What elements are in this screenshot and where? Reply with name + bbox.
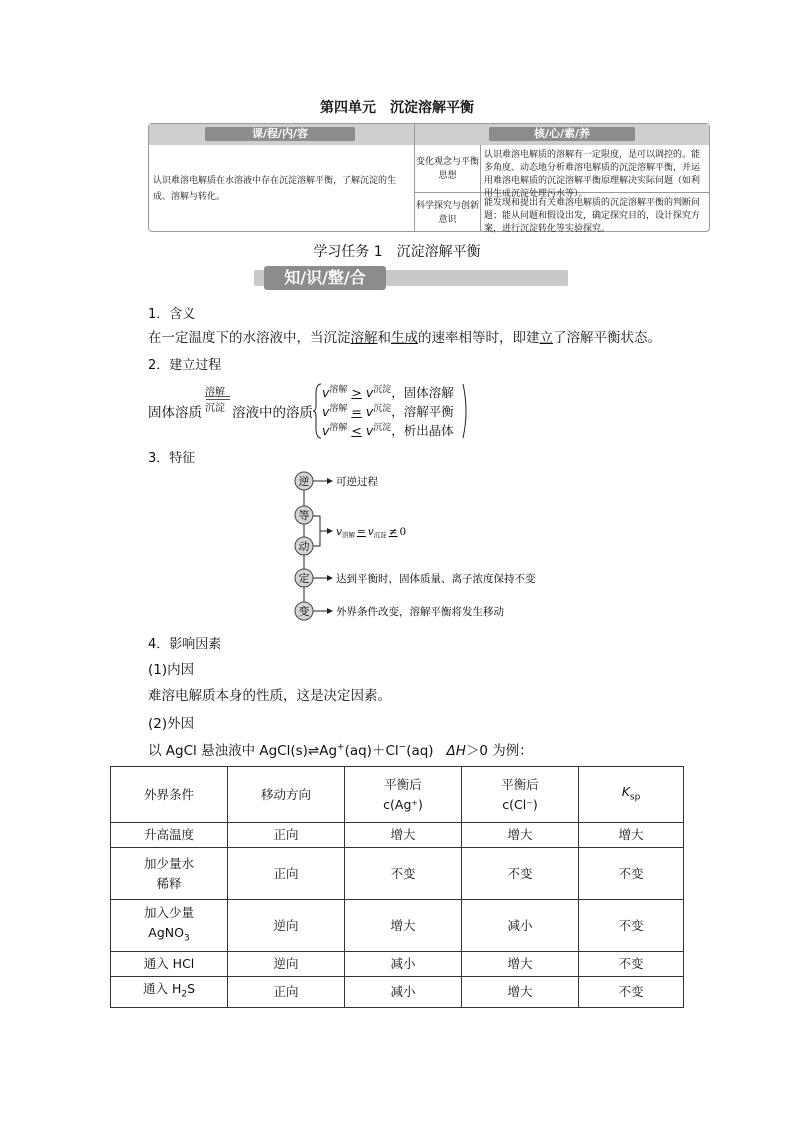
v-symbol: v bbox=[365, 404, 374, 420]
table-row bbox=[111, 952, 684, 977]
node-label: 等 bbox=[298, 509, 310, 522]
table-cell: 不变 bbox=[579, 952, 684, 977]
header-divider bbox=[480, 145, 481, 231]
v-symbol: v bbox=[322, 423, 330, 439]
blank-answer: 立 bbox=[539, 330, 553, 346]
task-name: 沉淀溶解平衡 bbox=[396, 244, 481, 260]
v-symbol: v bbox=[367, 526, 374, 538]
table-cell: 减小 bbox=[345, 952, 462, 977]
diagram-arrow bbox=[313, 608, 333, 614]
blank-answer: = bbox=[356, 526, 366, 538]
text-fragment: ＞0 为例： bbox=[465, 743, 533, 759]
table-header bbox=[345, 767, 462, 823]
header-line: 平衡后 bbox=[384, 776, 422, 792]
v-subscript: 沉淀 bbox=[373, 423, 392, 434]
diagram-arrow bbox=[313, 478, 333, 484]
table-header: 外界条件 bbox=[111, 767, 228, 823]
v-subscript: 溶解 bbox=[329, 423, 348, 434]
charge-superscript: − bbox=[398, 742, 407, 753]
unit-title bbox=[0, 97, 794, 117]
table-header: 移动方向 bbox=[228, 767, 345, 823]
zero-value: 0 bbox=[399, 526, 407, 538]
equilibrium-arrow-icon: ⇌ bbox=[307, 743, 320, 759]
blank-answer: > bbox=[351, 385, 362, 401]
course-header-box bbox=[148, 123, 710, 232]
influence-table bbox=[110, 766, 684, 1008]
table-cell: 增大 bbox=[462, 977, 579, 1008]
task-label: 学习任务 1 bbox=[313, 244, 383, 260]
node-label: 变 bbox=[298, 605, 310, 618]
v-subscript: 沉淀 bbox=[373, 404, 392, 415]
table-cell: 增大 bbox=[345, 900, 462, 952]
enthalpy-symbol: ΔH bbox=[446, 743, 466, 759]
blank-answer: ≠ bbox=[388, 526, 398, 538]
core-literacy-title: 核/心/素/养 bbox=[489, 127, 635, 141]
k-symbol: K bbox=[621, 783, 630, 799]
header-line: 平衡后 bbox=[501, 776, 539, 792]
section-heading: 1．含义 bbox=[148, 307, 196, 322]
outcome-text: ，析出晶体 bbox=[391, 423, 454, 439]
node-label: 定 bbox=[298, 572, 310, 585]
unit-number: 第四单元 bbox=[320, 100, 376, 116]
table-cell: 增大 bbox=[579, 823, 684, 848]
section-heading: 3．特征 bbox=[148, 451, 196, 466]
table-cell: 正向 bbox=[228, 977, 345, 1008]
charge-superscript: + bbox=[337, 742, 345, 753]
section-heading: 2．建立过程 bbox=[148, 358, 222, 373]
solution-solute-label: 溶液中的溶质 bbox=[232, 405, 313, 421]
table-header bbox=[579, 767, 684, 823]
text-fragment: 了溶解平衡状态。 bbox=[553, 330, 661, 346]
header-line: c(Cl⁻) bbox=[502, 796, 538, 812]
diagram-arrow bbox=[313, 575, 333, 581]
formula-subscript: 3 bbox=[183, 933, 190, 944]
table-cell: 减小 bbox=[345, 977, 462, 1008]
header-line: c(Ag⁺) bbox=[383, 796, 423, 812]
table-cell: 减小 bbox=[462, 900, 579, 952]
task-title bbox=[0, 241, 794, 261]
table-cell: 升高温度 bbox=[111, 823, 228, 848]
k-subscript: sp bbox=[629, 792, 641, 803]
v-symbol: v bbox=[365, 385, 374, 401]
table-cell: 通入 HCl bbox=[111, 952, 228, 977]
literacy-label: 科学探究与创新意识 bbox=[415, 201, 479, 225]
table-cell: 不变 bbox=[345, 848, 462, 900]
v-subscript: 溶解 bbox=[329, 385, 348, 395]
rate-comparison-row bbox=[322, 401, 454, 420]
blank-answer: = bbox=[351, 404, 362, 420]
v-symbol: v bbox=[322, 385, 330, 401]
example-intro bbox=[148, 739, 533, 759]
rate-comparison-list bbox=[322, 382, 454, 439]
characteristic-label: 外界条件改变，溶解平衡将发生移动 bbox=[336, 606, 504, 618]
equal-rate-equation bbox=[336, 526, 406, 539]
formula-text: S bbox=[187, 981, 196, 996]
table-row bbox=[111, 977, 684, 1008]
arrow-label-dissolve: 溶解 bbox=[205, 387, 225, 398]
text-fragment: (aq) bbox=[406, 743, 434, 759]
table-cell: 增大 bbox=[462, 823, 579, 848]
section-heading: 4．影响因素 bbox=[148, 637, 222, 652]
subsection-heading: (1)内因 bbox=[148, 662, 195, 678]
text-fragment: 以 AgCl 悬浊液中 AgCl(s) bbox=[148, 743, 308, 759]
formula-text: AgNO bbox=[148, 924, 184, 940]
section-banner: 知/识/整/合 bbox=[264, 266, 386, 290]
outcome-text: ，固体溶解 bbox=[391, 385, 454, 401]
v-symbol: v bbox=[365, 423, 374, 439]
node-label: 动 bbox=[298, 540, 310, 553]
course-content-text: 认识难溶电解质在水溶液中存在沉淀溶解平衡，了解沉淀的生成、溶解与转化。 bbox=[153, 176, 397, 202]
blank-answer: < bbox=[351, 423, 362, 439]
formula-subscript: 2 bbox=[181, 989, 188, 1000]
characteristics-diagram bbox=[280, 465, 540, 625]
table-cell: 不变 bbox=[579, 900, 684, 952]
v-subscript: 沉淀 bbox=[373, 385, 392, 395]
internal-factor-text: 难溶电解质本身的性质，这是决定因素。 bbox=[148, 688, 391, 704]
unit-subtitle: 沉淀溶解平衡 bbox=[390, 100, 474, 116]
table-row bbox=[111, 848, 684, 900]
v-subscript: 溶解 bbox=[329, 404, 348, 415]
reversible-arrow-icon bbox=[205, 395, 231, 401]
literacy-text: 能发现和提出有关难溶电解质的沉淀溶解平衡的判断问题；能从问题和假设出发，确定探究目的，设计探究方案，进行沉淀转化等实验探究。 bbox=[484, 198, 701, 234]
table-cell bbox=[111, 977, 228, 1008]
literacy-text: 认识难溶电解质的溶解有一定限度，是可以调控的。能多角度、动态地分析难溶电解质的沉淀溶解平衡，并运用难溶电解质的沉淀溶解平衡原理解决实际问题（如利用生成沉淀处理污水等）。 bbox=[484, 150, 701, 199]
table-cell bbox=[111, 848, 228, 900]
v-subscript: 溶解 bbox=[341, 531, 355, 539]
cell-line bbox=[113, 923, 225, 949]
v-subscript: 沉淀 bbox=[373, 531, 387, 539]
solid-solute-label: 固体溶质 bbox=[148, 405, 202, 421]
table-cell: 不变 bbox=[462, 848, 579, 900]
outcome-text: ，溶解平衡 bbox=[391, 404, 454, 420]
table-cell: 不变 bbox=[579, 848, 684, 900]
characteristic-label: 可逆过程 bbox=[336, 476, 378, 488]
text-fragment: (aq)＋Cl bbox=[344, 743, 399, 759]
cell-line: 稀释 bbox=[156, 875, 182, 891]
table-row bbox=[111, 823, 684, 848]
table-cell: 正向 bbox=[228, 848, 345, 900]
table-cell: 增大 bbox=[345, 823, 462, 848]
rate-comparison-row bbox=[322, 420, 454, 439]
table-row bbox=[111, 900, 684, 952]
characteristic-label: 达到平衡时，固体质量、离子浓度保持不变 bbox=[336, 573, 536, 585]
table-header bbox=[462, 767, 579, 823]
table-cell bbox=[111, 900, 228, 952]
table-cell: 正向 bbox=[228, 823, 345, 848]
table-cell: 逆向 bbox=[228, 952, 345, 977]
formula-text: 通入 H bbox=[142, 981, 182, 996]
diagram-bracket bbox=[313, 516, 333, 546]
table-cell: 逆向 bbox=[228, 900, 345, 952]
right-paren-icon bbox=[462, 382, 470, 440]
literacy-label: 变化观念与平衡思想 bbox=[415, 157, 479, 181]
v-symbol: v bbox=[336, 526, 342, 538]
table-cell: 增大 bbox=[462, 952, 579, 977]
arrow-label-precipitate: 沉淀 bbox=[205, 403, 225, 414]
text-fragment: 的速率相等时，即建 bbox=[418, 330, 540, 346]
course-content-title: 课/程/内/容 bbox=[205, 127, 355, 141]
node-label: 逆 bbox=[298, 475, 310, 488]
text-fragment: 在一定温度下的水溶液中，当沉淀 bbox=[148, 330, 351, 346]
cell-line: 加少量水 bbox=[143, 855, 194, 871]
rate-comparison-row bbox=[322, 382, 454, 401]
cell-line: 加入少量 bbox=[143, 904, 194, 920]
course-content-band bbox=[149, 124, 415, 145]
table-header-row bbox=[111, 767, 684, 823]
core-literacy-band bbox=[415, 124, 709, 145]
definition-text bbox=[148, 326, 661, 346]
blank-answer: 生成 bbox=[391, 330, 418, 346]
blank-answer: 溶解 bbox=[350, 330, 378, 346]
subsection-heading: (2)外因 bbox=[148, 716, 195, 732]
table-cell: 不变 bbox=[579, 977, 684, 1008]
v-symbol: v bbox=[322, 404, 330, 420]
text-fragment: Ag bbox=[319, 743, 338, 759]
text-fragment: 和 bbox=[377, 330, 391, 346]
